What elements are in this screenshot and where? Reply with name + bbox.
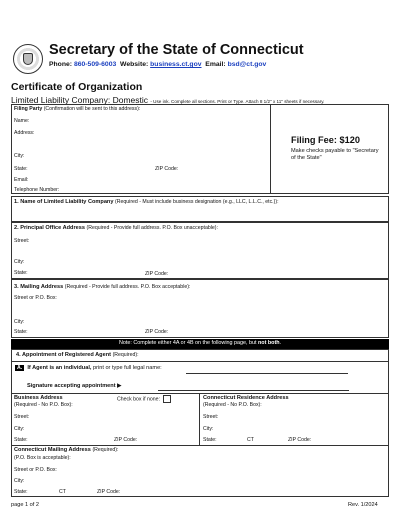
- none-checkbox[interactable]: [163, 395, 171, 403]
- residence-state-value: CT: [247, 437, 254, 443]
- filing-state-field[interactable]: State:: [14, 166, 28, 172]
- filing-address-field[interactable]: Address:: [14, 130, 35, 136]
- revision-date: Rev. 1/2024: [348, 502, 378, 508]
- page-number: page 1 of 2: [11, 502, 39, 508]
- mailing-city-field[interactable]: City:: [14, 319, 25, 325]
- contact-line: Phone: 860-509-6003 Website: business.ct.gov Email: bsd@ct.gov: [49, 61, 267, 68]
- residence-address-note: (Required - No P.O. Box):: [203, 402, 262, 408]
- ct-mailing-street-field[interactable]: Street or P.O. Box:: [14, 467, 57, 473]
- document-subtitle: Limited Liability Company: Domestic - Use ink. Complete all sections. Print or Type. Attach 8 1/2" x 11" sheets if necessary.: [11, 95, 325, 105]
- residence-state-field[interactable]: State:: [203, 437, 217, 443]
- filing-fee: Filing Fee: $120: [291, 135, 360, 145]
- principal-zip-field[interactable]: ZIP Code:: [145, 271, 169, 277]
- agent-individual-row: A. If Agent is an individual, print or type full legal name:: [17, 365, 162, 371]
- filing-telephone-field[interactable]: Telephone Number:: [14, 187, 60, 193]
- filing-party-heading: Filing Party (Confirmation will be sent to this address):: [14, 106, 141, 112]
- mailing-zip-field[interactable]: ZIP Code:: [145, 329, 169, 335]
- principal-state-field[interactable]: State:: [14, 270, 28, 276]
- signature-line[interactable]: [158, 390, 349, 391]
- section-2-heading: 2. Principal Office Address (Required - Provide full address. P.O. Box unacceptable):: [14, 225, 218, 231]
- filing-fee-note: Make checks payable to "Secretary of the State": [291, 148, 379, 161]
- business-city-field[interactable]: City:: [14, 426, 25, 432]
- principal-street-field[interactable]: Street:: [14, 238, 30, 244]
- residence-city-field[interactable]: City:: [203, 426, 214, 432]
- residence-zip-field[interactable]: ZIP Code:: [288, 437, 312, 443]
- notice-bar: Note: Complete either 4A or 4B on the following page, but not both.: [11, 339, 389, 349]
- filing-city-field[interactable]: City:: [14, 153, 25, 159]
- section-4-box: [11, 349, 389, 497]
- agency-title: Secretary of the State of Connecticut: [49, 42, 304, 58]
- section-3-heading: 3. Mailing Address (Required - Provide full address. P.O. Box acceptable):: [14, 284, 191, 290]
- business-address-heading: Business Address: [14, 395, 63, 401]
- arrow-right-icon: ▶: [117, 383, 122, 389]
- residence-address-heading: Connecticut Residence Address: [203, 395, 289, 401]
- filing-zip-field[interactable]: ZIP Code:: [155, 166, 179, 172]
- email-link[interactable]: bsd@ct.gov: [227, 61, 267, 68]
- section-4a-tag: A.: [17, 365, 23, 371]
- instructions: - Use ink. Complete all sections. Print or Type. Attach 8 1/2" x 11" sheets if necessary.: [150, 99, 325, 104]
- check-none-row: Check box if none:: [117, 395, 171, 403]
- residence-street-field[interactable]: Street:: [203, 414, 219, 420]
- business-street-field[interactable]: Street:: [14, 414, 30, 420]
- signature-label: Signature accepting appointment ▶: [27, 383, 122, 389]
- agent-name-line[interactable]: [186, 373, 348, 374]
- state-seal-icon: [13, 44, 43, 74]
- filing-name-field[interactable]: Name:: [14, 118, 30, 124]
- section-1-heading: 1. Name of Limited Liability Company (Required - Must include business designation (e.g., LLC, L.L.C., etc.)):: [14, 199, 279, 205]
- business-address-note: (Required - No P.O. Box):: [14, 402, 73, 408]
- principal-city-field[interactable]: City:: [14, 259, 25, 265]
- website-link[interactable]: business.ct.gov: [150, 61, 202, 68]
- mailing-street-field[interactable]: Street or P.O. Box:: [14, 295, 57, 301]
- business-zip-field[interactable]: ZIP Code:: [114, 437, 138, 443]
- document-title: Certificate of Organization: [11, 81, 143, 93]
- ct-mailing-heading: Connecticut Mailing Address (Required):: [14, 447, 119, 453]
- ct-mailing-note: (P.O. Box is acceptable):: [14, 455, 71, 461]
- section-4-heading: 4. Appointment of Registered Agent (Required):: [16, 352, 139, 358]
- ct-mailing-zip-field[interactable]: ZIP Code:: [97, 489, 121, 495]
- phone-link[interactable]: 860-509-6003: [73, 61, 117, 68]
- ct-mailing-city-field[interactable]: City:: [14, 478, 25, 484]
- mailing-state-field[interactable]: State:: [14, 329, 28, 335]
- ct-mailing-state-field[interactable]: State:: [14, 489, 28, 495]
- ct-mailing-state-value: CT: [59, 489, 66, 495]
- filing-email-field[interactable]: Email:: [14, 177, 29, 183]
- business-state-field[interactable]: State:: [14, 437, 28, 443]
